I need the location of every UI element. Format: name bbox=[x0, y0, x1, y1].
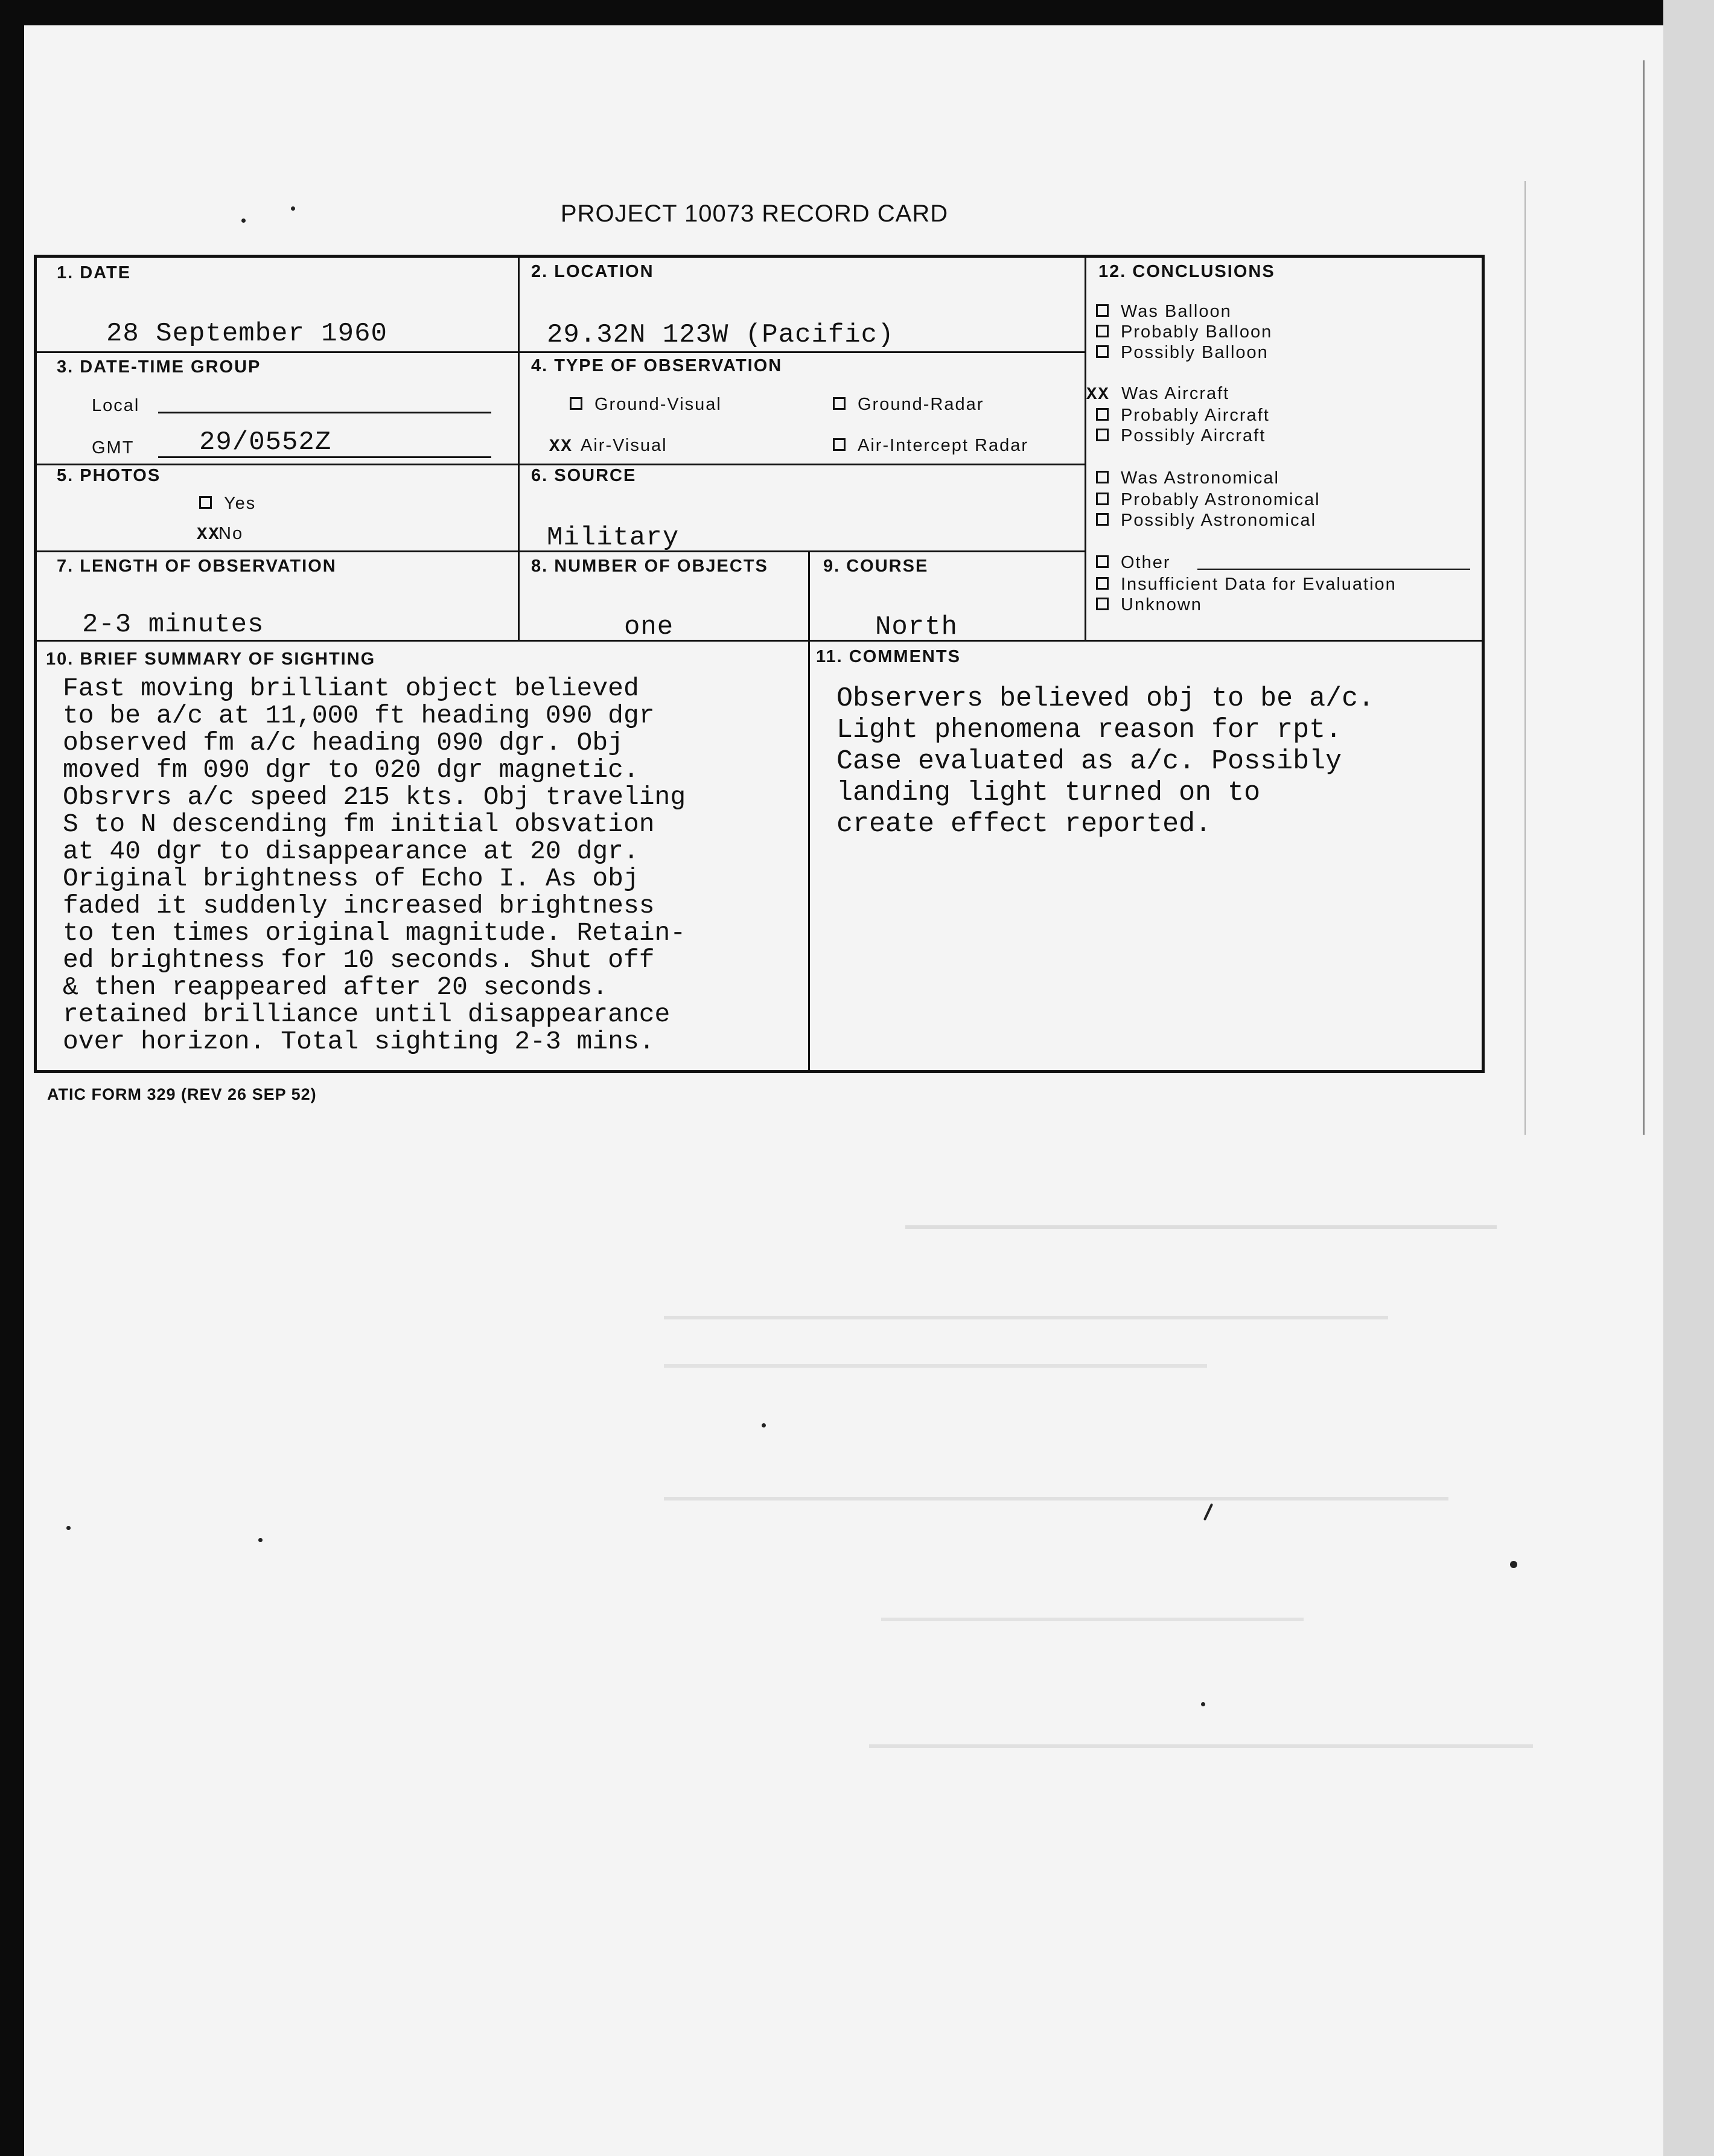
divider bbox=[37, 640, 1482, 642]
checkbox-icon bbox=[833, 438, 846, 451]
scan-speck bbox=[258, 1538, 263, 1542]
summary-line: Original brightness of Echo I. As obj bbox=[63, 864, 639, 893]
checkbox-icon bbox=[1096, 408, 1109, 421]
checkbox-icon bbox=[1096, 513, 1109, 526]
summary-line: faded it suddenly increased brightness bbox=[63, 891, 655, 920]
location-label: 2. LOCATION bbox=[531, 262, 654, 281]
option-air-intercept-radar bbox=[833, 436, 1028, 456]
option-label: Probably Balloon bbox=[1121, 322, 1273, 342]
option-label: Other bbox=[1121, 553, 1171, 572]
scan-page-edge-inner bbox=[1524, 181, 1526, 1135]
divider bbox=[1085, 257, 1086, 641]
option-label: Possibly Astronomical bbox=[1121, 511, 1317, 530]
scan-page-edge bbox=[1643, 60, 1645, 1135]
gmt-value: 29/0552Z bbox=[199, 427, 332, 458]
divider bbox=[518, 257, 520, 641]
option-ground-radar bbox=[833, 395, 984, 415]
card-title: PROJECT 10073 RECORD CARD bbox=[560, 200, 949, 227]
date-label: 1. DATE bbox=[57, 263, 132, 282]
location-value: 29.32N 123W (Pacific) bbox=[547, 320, 894, 350]
checkbox-icon bbox=[1096, 598, 1109, 610]
summary-label: 10. BRIEF SUMMARY OF SIGHTING bbox=[46, 649, 376, 669]
conclusion-possibly-aircraft bbox=[1096, 426, 1266, 446]
conclusion-probably-aircraft bbox=[1096, 406, 1270, 426]
summary-line: Fast moving brilliant object believed bbox=[63, 674, 639, 703]
scan-speck bbox=[762, 1423, 766, 1427]
conclusion-insufficient-data bbox=[1096, 575, 1397, 595]
divider bbox=[37, 351, 1086, 353]
checkbox-icon bbox=[1096, 304, 1109, 317]
conclusion-unknown bbox=[1096, 595, 1202, 615]
option-label: Probably Astronomical bbox=[1121, 490, 1321, 509]
conclusion-possibly-balloon bbox=[1096, 343, 1269, 363]
summary-line: to ten times original magnitude. Retain- bbox=[63, 918, 686, 948]
objects-label: 8. NUMBER OF OBJECTS bbox=[531, 557, 768, 576]
checkbox-icon bbox=[570, 397, 582, 410]
dtg-label: 3. DATE-TIME GROUP bbox=[57, 357, 261, 377]
form-identifier: ATIC FORM 329 (REV 26 SEP 52) bbox=[47, 1085, 317, 1103]
summary-line: & then reappeared after 20 seconds. bbox=[63, 972, 608, 1002]
scan-border-top bbox=[0, 0, 1714, 25]
summary-line: observed fm a/c heading 090 dgr. Obj bbox=[63, 728, 623, 757]
summary-line: to be a/c at 11,000 ft heading 090 dgr bbox=[63, 701, 655, 730]
option-label: Was Balloon bbox=[1121, 302, 1232, 321]
gmt-label: GMT bbox=[92, 438, 135, 458]
conclusion-probably-astronomical bbox=[1096, 490, 1321, 510]
option-photos-no bbox=[197, 524, 243, 544]
comments-line: Observers believed obj to be a/c. bbox=[836, 683, 1375, 714]
summary-line: ed brightness for 10 seconds. Shut off bbox=[63, 945, 655, 975]
divider bbox=[37, 464, 1086, 465]
scan-speck bbox=[1203, 1504, 1213, 1521]
option-label: Air-Intercept Radar bbox=[858, 436, 1028, 455]
conclusions-label: 12. CONCLUSIONS bbox=[1098, 262, 1275, 281]
local-time-line bbox=[158, 412, 491, 413]
conclusion-was-balloon bbox=[1096, 302, 1232, 322]
checkbox-icon bbox=[1096, 555, 1109, 568]
conclusion-was-aircraft bbox=[1086, 384, 1229, 404]
conclusion-was-astronomical bbox=[1096, 468, 1279, 488]
checkbox-icon bbox=[1096, 493, 1109, 505]
checkbox-icon bbox=[1096, 429, 1109, 441]
comments-text bbox=[836, 683, 1488, 840]
option-label: Ground-Radar bbox=[858, 395, 984, 414]
comments-line: create effect reported. bbox=[836, 809, 1212, 840]
checkbox-icon bbox=[199, 496, 212, 509]
photos-label: 5. PHOTOS bbox=[57, 466, 161, 485]
conclusion-other bbox=[1096, 553, 1171, 573]
objects-value: one bbox=[624, 612, 674, 642]
length-label: 7. LENGTH OF OBSERVATION bbox=[57, 557, 337, 576]
summary-line: moved fm 090 dgr to 020 dgr magnetic. bbox=[63, 755, 639, 785]
option-label: Air-Visual bbox=[581, 436, 667, 455]
option-label: No bbox=[218, 524, 244, 543]
option-label: Insufficient Data for Evaluation bbox=[1121, 575, 1397, 594]
course-label: 9. COURSE bbox=[823, 557, 929, 576]
comments-line: Case evaluated as a/c. Possibly bbox=[836, 746, 1342, 777]
scan-speck bbox=[1201, 1702, 1205, 1706]
option-label: Possibly Balloon bbox=[1121, 343, 1269, 362]
scan-border-right bbox=[1663, 0, 1714, 2156]
observation-type-label: 4. TYPE OF OBSERVATION bbox=[531, 356, 783, 375]
option-label: Ground-Visual bbox=[594, 395, 722, 414]
source-value: Military bbox=[547, 523, 680, 553]
option-label: Unknown bbox=[1121, 595, 1202, 614]
summary-line: over horizon. Total sighting 2-3 mins. bbox=[63, 1027, 655, 1056]
checkbox-icon bbox=[1096, 325, 1109, 337]
option-label: Was Aircraft bbox=[1121, 384, 1230, 403]
scan-speck bbox=[1510, 1561, 1517, 1568]
summary-line: Obsrvrs a/c speed 215 kts. Obj traveling bbox=[63, 782, 686, 812]
checked-mark: XX bbox=[197, 525, 220, 544]
source-label: 6. SOURCE bbox=[531, 466, 637, 485]
checkbox-icon bbox=[1096, 577, 1109, 590]
scan-border-left bbox=[0, 0, 24, 2156]
date-value: 28 September 1960 bbox=[106, 319, 387, 349]
option-label: Probably Aircraft bbox=[1121, 406, 1270, 425]
checkbox-icon bbox=[833, 397, 846, 410]
checked-mark: XX bbox=[549, 436, 573, 456]
option-label: Was Astronomical bbox=[1121, 468, 1279, 488]
scan-speck bbox=[66, 1526, 71, 1530]
checkbox-icon bbox=[1096, 471, 1109, 483]
checked-mark: XX bbox=[1086, 384, 1110, 404]
summary-line: S to N descending fm initial obsvation bbox=[63, 809, 655, 839]
option-ground-visual bbox=[570, 395, 722, 415]
option-label: Yes bbox=[224, 494, 256, 513]
option-air-visual bbox=[549, 436, 667, 456]
summary-line: at 40 dgr to disappearance at 20 dgr. bbox=[63, 837, 639, 866]
course-value: North bbox=[875, 612, 958, 642]
conclusion-probably-balloon bbox=[1096, 322, 1272, 342]
local-time-label: Local bbox=[92, 396, 140, 415]
checkbox-icon bbox=[1096, 345, 1109, 358]
other-line bbox=[1197, 569, 1470, 570]
summary-text bbox=[63, 675, 847, 1055]
comments-line: landing light turned on to bbox=[836, 777, 1261, 808]
comments-line: Light phenomena reason for rpt. bbox=[836, 715, 1342, 745]
length-value: 2-3 minutes bbox=[82, 610, 264, 640]
option-label: Possibly Aircraft bbox=[1121, 426, 1266, 445]
option-photos-yes bbox=[199, 494, 256, 514]
summary-line: retained brilliance until disappearance bbox=[63, 1000, 671, 1029]
conclusion-possibly-astronomical bbox=[1096, 511, 1316, 531]
comments-label: 11. COMMENTS bbox=[816, 647, 961, 666]
